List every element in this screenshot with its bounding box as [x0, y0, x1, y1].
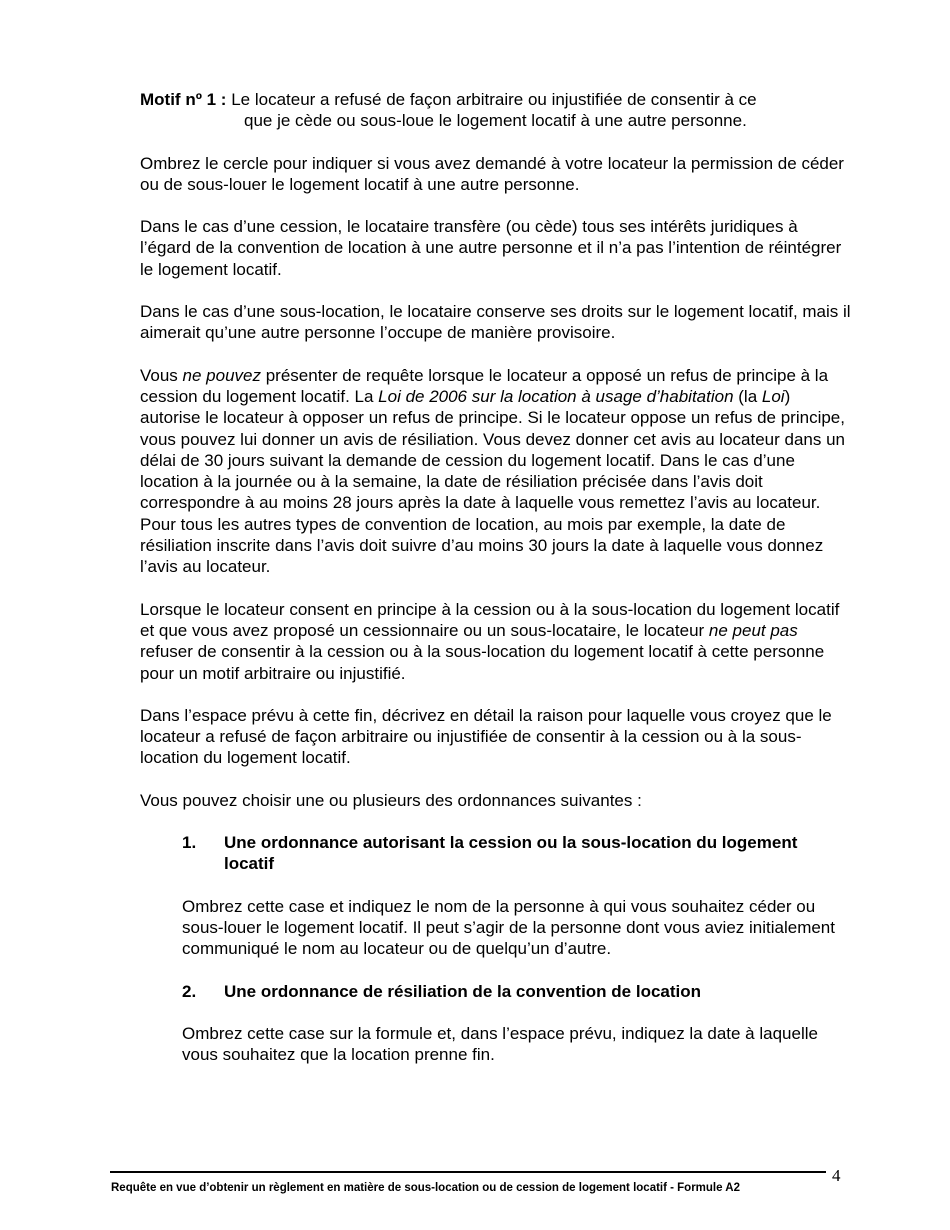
order-1-heading	[182, 832, 852, 875]
motif-line-2: que je cède ou sous-loue le logement locatif à une autre personne.	[244, 111, 747, 131]
paragraph-describe-reason: Dans l’espace prévu à cette fin, décrivez en détail la raison pour laquelle vous croyez que le locateur a refusé de façon arbitraire ou injustifiée de consentir à la cession ou à la sous-location du logement locatif.	[140, 705, 832, 768]
document-body	[140, 89, 852, 1086]
order-2-number: 2.	[182, 981, 197, 1001]
order-2-title: Une ordonnance de résiliation de la convention de location	[224, 981, 702, 1001]
text-run: présenter de requête lorsque le locateur a opposé un refus de principe à la cession du logement locatif. La	[140, 365, 829, 406]
text-run: refuser de consentir à la cession ou à la sous-location du logement locatif à cette personne pour un motif arbitraire ou injustifié.	[140, 642, 825, 683]
emphasis-ne-pouvez: ne pouvez	[182, 365, 261, 385]
order-1-number: 1.	[182, 833, 197, 853]
order-1-text: Ombrez cette case et indiquez le nom de la personne à qui vous souhaitez céder ou sous-louer le logement locatif. Il peut s’agir de la personne dont vous aviez initialement communiqué le nom au locateur ou de quelqu’un d’autre.	[182, 896, 835, 959]
order-2-heading	[182, 981, 852, 1002]
paragraph-choose-orders: Vous pouvez choisir une ou plusieurs des ordonnances suivantes :	[140, 790, 642, 810]
paragraph-cession: Dans le cas d’une cession, le locataire transfère (ou cède) tous ses intérêts juridiques à l’égard de la convention de location à une autre personne et il n’a pas l’intention de réintégrer le logement locatif.	[140, 217, 842, 279]
paragraph-refus-principe	[140, 365, 852, 578]
paragraph-sous-location: Dans le cas d’une sous-location, le locataire conserve ses droits sur le logement locatif, mais il aimerait qu’une autre personne l’occupe de manière provisoire.	[140, 302, 851, 343]
emphasis-ne-peut-pas: ne peut pas	[708, 620, 798, 640]
order-2-text: Ombrez cette case sur la formule et, dans l’espace prévu, indiquez la date à laquelle vous souhaitez que la location prenne fin.	[182, 1023, 818, 1065]
emphasis-loi: Loi	[761, 386, 785, 406]
paragraph-consent-principe	[140, 599, 852, 684]
page-number: 4	[832, 1166, 841, 1185]
text-run: Vous	[140, 365, 183, 385]
paragraph-shade-circle: Ombrez le cercle pour indiquer si vous avez demandé à votre locateur la permission de céder ou de sous-louer le logement locatif à une autre personne.	[140, 153, 844, 194]
text-run: (la	[733, 386, 762, 406]
footer-divider	[110, 1171, 826, 1173]
text-run: ) autorise le locateur à opposer un refus de principe. Si le locateur oppose un refus de principe, vous pouvez lui donner un avis de résiliation. Vous devez donner cet avis au locateur dans un délai de 30 jours suivant la demande de cession du logement locatif. Dans le cas d’une location à la journée ou à la semaine, la date de résiliation précisée dans l’avis doit correspondre à au moins 28 jours après la date à laquelle vous remettez l’avis au locateur. Pour tous les autres types de convention de location, au mois par exemple, la date de résiliation inscrite dans l’avis doit suivre d’au moins 30 jours la date à laquelle vous donnez l’avis au locateur.	[140, 386, 846, 577]
text-run: Lorsque le locateur consent en principe à la cession ou à la sous-location du logement locatif et que vous avez proposé un cessionnaire ou un sous-locataire, le locateur	[140, 599, 840, 640]
footer-form-title: Requête en vue d’obtenir un règlement en matière de sous-location ou de cession de logement locatif - Formule A2	[111, 1182, 740, 1194]
order-1-title: Une ordonnance autorisant la cession ou la sous-location du logement locatif	[224, 833, 798, 874]
emphasis-loi-title: Loi de 2006 sur la location à usage d’habitation	[378, 386, 734, 406]
motif-heading	[140, 89, 852, 132]
motif-line-1: Le locateur a refusé de façon arbitraire ou injustifiée de consentir à ce	[231, 90, 757, 109]
motif-label: Motif nº 1 :	[140, 90, 227, 109]
